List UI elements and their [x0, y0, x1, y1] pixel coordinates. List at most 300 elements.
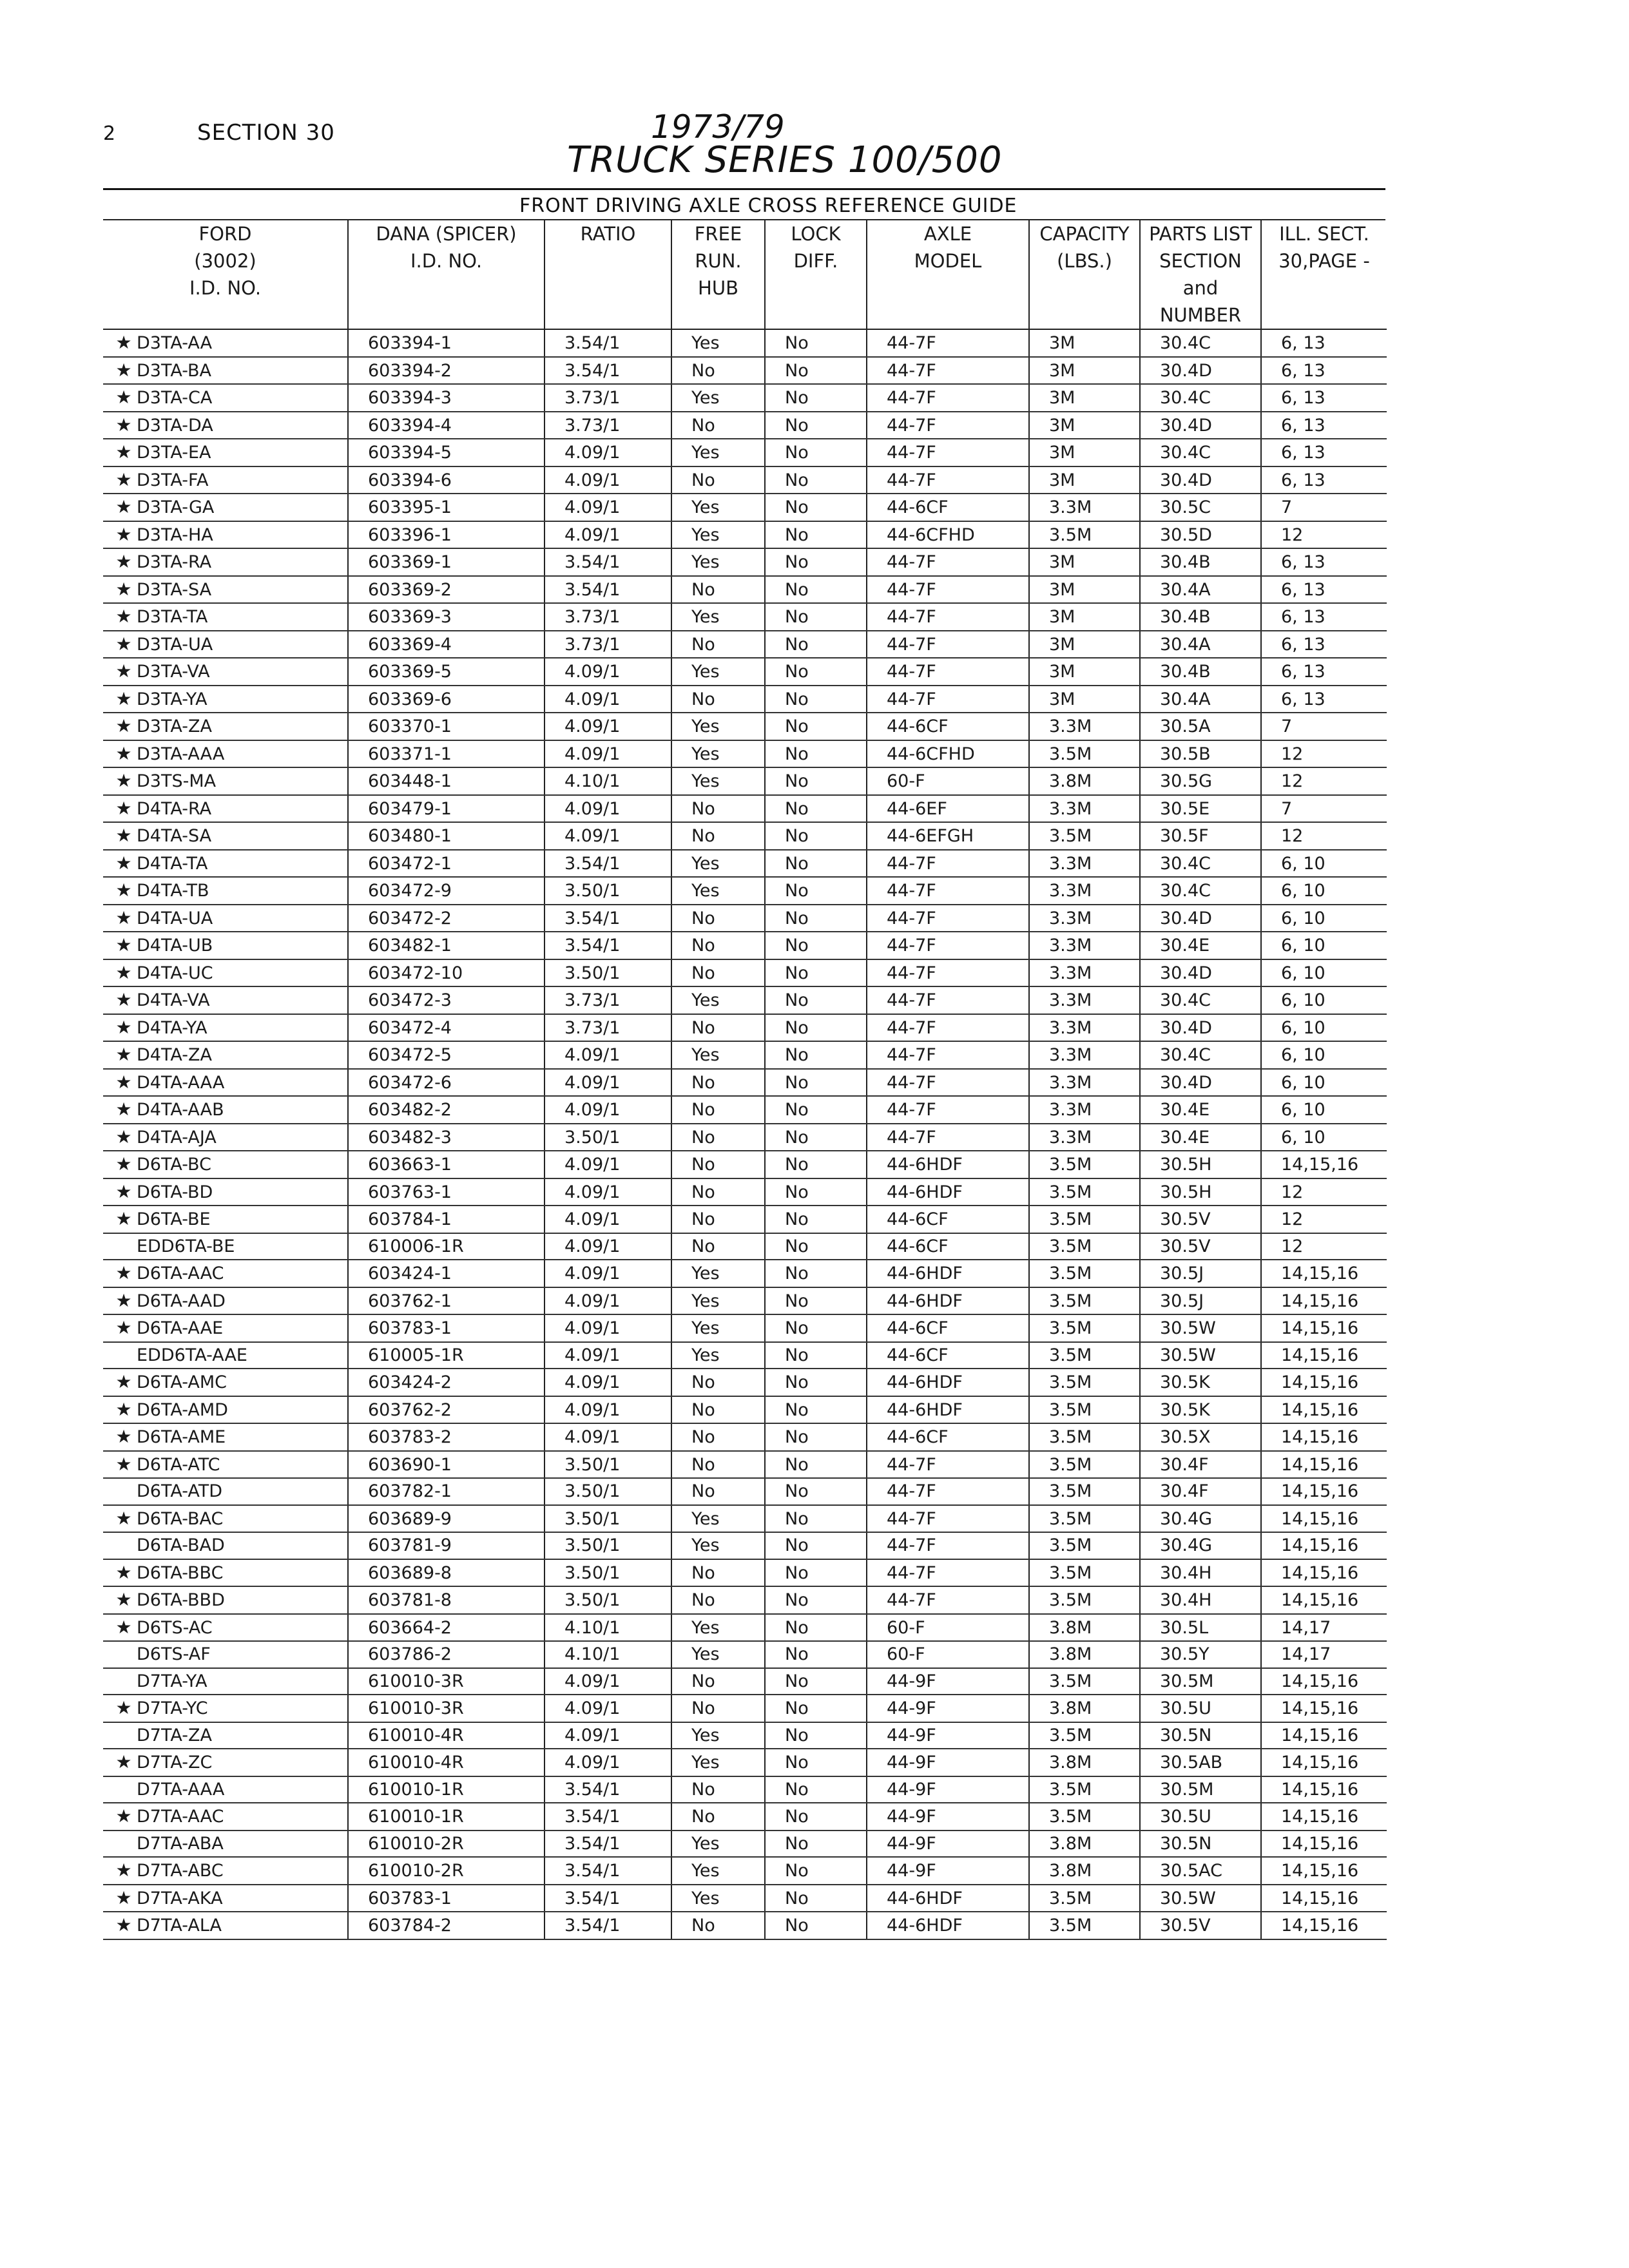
cell-ill-sect-page: 6, 10 [1261, 1096, 1387, 1124]
table-row [103, 1451, 1387, 1479]
cell-axle-model: 44-7F [867, 850, 1029, 878]
cell-parts-list-section: 30.4B [1140, 548, 1261, 576]
cell-ill-sect-page: 6, 13 [1261, 384, 1387, 412]
col-header-capacity: CAPACITY (LBS.) [1029, 220, 1140, 329]
table-row [103, 1586, 1387, 1614]
cell-parts-list-section: 30.5N [1140, 1831, 1261, 1858]
cell-ford-id [103, 959, 348, 987]
cell-dana-id: 603479-1 [348, 795, 545, 823]
truck-series-title: TRUCK SERIES 100/500 [567, 139, 1003, 181]
cell-axle-model: 44-7F [867, 686, 1029, 713]
cell-axle-model: 44-9F [867, 1776, 1029, 1803]
cell-capacity: 3.5M [1029, 1505, 1140, 1533]
star-icon: ★ [115, 879, 132, 901]
cell-ill-sect-page: 6, 13 [1261, 548, 1387, 576]
star-icon: ★ [115, 1616, 132, 1638]
cell-axle-model: 44-7F [867, 1041, 1029, 1069]
star-icon: ★ [115, 742, 132, 764]
cell-ford-id [103, 1559, 348, 1587]
cell-axle-model: 44-7F [867, 1014, 1029, 1042]
cell-free-running-hub: Yes [671, 986, 765, 1014]
cell-axle-model: 44-7F [867, 658, 1029, 686]
cell-axle-model: 44-7F [867, 877, 1029, 905]
cell-capacity: 3M [1029, 384, 1140, 412]
cell-dana-id: 603369-4 [348, 631, 545, 658]
cell-axle-model: 44-7F [867, 1069, 1029, 1097]
cell-parts-list-section: 30.5V [1140, 1912, 1261, 1939]
cell-ratio: 3.73/1 [545, 384, 671, 412]
cell-ratio: 3.50/1 [545, 1532, 671, 1559]
cell-dana-id: 603369-3 [348, 603, 545, 631]
cell-ill-sect-page: 14,17 [1261, 1614, 1387, 1642]
cell-parts-list-section: 30.5W [1140, 1885, 1261, 1912]
cell-lock-diff: No [765, 1396, 867, 1424]
cell-parts-list-section: 30.4B [1140, 658, 1261, 686]
cell-capacity: 3.5M [1029, 521, 1140, 549]
ford-id-text: D7TA-ABA [137, 1833, 224, 1854]
cell-axle-model: 44-6CF [867, 1206, 1029, 1233]
star-icon: ★ [115, 825, 132, 846]
cell-free-running-hub: No [671, 1586, 765, 1614]
cell-ratio: 4.09/1 [545, 1233, 671, 1260]
cell-ford-id [103, 686, 348, 713]
ford-id-text: D6TA-BC [137, 1155, 211, 1175]
cell-lock-diff: No [765, 795, 867, 823]
cell-ford-id [103, 1069, 348, 1097]
cell-axle-model: 44-9F [867, 1668, 1029, 1695]
cell-ill-sect-page: 6, 13 [1261, 576, 1387, 604]
cell-parts-list-section: 30.5K [1140, 1369, 1261, 1396]
cell-ford-id [103, 1151, 348, 1178]
table-row [103, 1532, 1387, 1559]
cell-ill-sect-page: 12 [1261, 822, 1387, 850]
cell-free-running-hub: Yes [671, 1857, 765, 1885]
cell-ratio: 4.09/1 [545, 686, 671, 713]
table-row [103, 767, 1387, 795]
cell-parts-list-section: 30.5M [1140, 1776, 1261, 1803]
cell-ford-id [103, 877, 348, 905]
cell-ill-sect-page: 14,15,16 [1261, 1722, 1387, 1749]
cell-ratio: 3.54/1 [545, 1885, 671, 1912]
cell-parts-list-section: 30.4A [1140, 686, 1261, 713]
ford-id-text: D3TA-TA [137, 607, 208, 627]
cell-ford-id [103, 1396, 348, 1424]
cell-ratio: 3.54/1 [545, 576, 671, 604]
cell-ill-sect-page: 14,15,16 [1261, 1478, 1387, 1505]
cell-parts-list-section: 30.5B [1140, 740, 1261, 768]
cell-ill-sect-page: 14,15,16 [1261, 1151, 1387, 1178]
cell-dana-id: 603482-1 [348, 932, 545, 959]
cell-axle-model: 44-6HDF [867, 1178, 1029, 1206]
cell-lock-diff: No [765, 1369, 867, 1396]
star-icon: ★ [115, 1453, 132, 1475]
cell-parts-list-section: 30.4C [1140, 439, 1261, 466]
cell-free-running-hub: No [671, 466, 765, 494]
table-row [103, 439, 1387, 466]
cell-lock-diff: No [765, 1314, 867, 1342]
cell-lock-diff: No [765, 466, 867, 494]
cell-dana-id: 603370-1 [348, 713, 545, 740]
star-icon: ★ [115, 1751, 132, 1773]
cell-axle-model: 44-7F [867, 1559, 1029, 1587]
cell-ill-sect-page: 7 [1261, 795, 1387, 823]
cell-lock-diff: No [765, 1641, 867, 1668]
cell-ford-id [103, 603, 348, 631]
cell-lock-diff: No [765, 1532, 867, 1559]
cell-ratio: 3.54/1 [545, 357, 671, 385]
cell-ratio: 3.54/1 [545, 1857, 671, 1885]
cell-parts-list-section: 30.4A [1140, 576, 1261, 604]
ford-id-text: D3TA-HA [137, 524, 213, 545]
cell-free-running-hub: No [671, 1803, 765, 1831]
star-icon: ★ [115, 578, 132, 600]
cell-dana-id: 603482-2 [348, 1096, 545, 1124]
cell-ratio: 3.54/1 [545, 1803, 671, 1831]
cell-capacity: 3.5M [1029, 1260, 1140, 1287]
table-row [103, 1641, 1387, 1668]
cell-free-running-hub: Yes [671, 1614, 765, 1642]
table-row [103, 1369, 1387, 1396]
cell-free-running-hub: Yes [671, 658, 765, 686]
cell-capacity: 3.5M [1029, 1776, 1140, 1803]
cell-ill-sect-page: 14,15,16 [1261, 1396, 1387, 1424]
cell-dana-id: 610005-1R [348, 1342, 545, 1369]
cell-dana-id: 610010-1R [348, 1776, 545, 1803]
cell-capacity: 3.5M [1029, 1151, 1140, 1178]
ford-id-text: D3TA-CA [137, 388, 213, 408]
cell-ratio: 3.50/1 [545, 1451, 671, 1479]
cell-ratio: 3.50/1 [545, 1586, 671, 1614]
cell-dana-id: 603784-2 [348, 1912, 545, 1939]
ford-id-text: D6TA-BBD [137, 1590, 225, 1610]
cross-reference-table [103, 220, 1387, 1940]
cell-capacity: 3.5M [1029, 1287, 1140, 1315]
cell-ford-id [103, 412, 348, 439]
cell-free-running-hub: No [671, 1069, 765, 1097]
cell-parts-list-section: 30.5J [1140, 1287, 1261, 1315]
cell-axle-model: 44-7F [867, 603, 1029, 631]
cell-ill-sect-page: 14,15,16 [1261, 1260, 1387, 1287]
cell-ratio: 3.73/1 [545, 412, 671, 439]
cell-ratio: 4.09/1 [545, 1287, 671, 1315]
table-row [103, 1776, 1387, 1803]
cell-lock-diff: No [765, 658, 867, 686]
table-header-row [103, 220, 1387, 329]
ford-id-text: D6TA-BD [137, 1182, 213, 1202]
cell-ratio: 3.54/1 [545, 1912, 671, 1939]
ford-id-text: D6TA-BAC [137, 1508, 224, 1529]
cell-free-running-hub: Yes [671, 1831, 765, 1858]
ford-id-text: D3TA-DA [137, 415, 213, 436]
cell-ford-id [103, 1124, 348, 1151]
cell-capacity: 3M [1029, 357, 1140, 385]
cell-parts-list-section: 30.4C [1140, 1041, 1261, 1069]
cell-ill-sect-page: 14,15,16 [1261, 1314, 1387, 1342]
ford-id-text: D4TA-RA [137, 798, 212, 819]
table-row [103, 548, 1387, 576]
cell-axle-model: 44-9F [867, 1749, 1029, 1776]
cell-ill-sect-page: 6, 10 [1261, 1041, 1387, 1069]
cell-parts-list-section: 30.5U [1140, 1803, 1261, 1831]
star-icon: ★ [115, 770, 132, 791]
cell-ford-id [103, 1776, 348, 1803]
cell-ford-id [103, 1668, 348, 1695]
cell-ratio: 3.54/1 [545, 329, 671, 357]
cell-parts-list-section: 30.5V [1140, 1233, 1261, 1260]
ford-id-text: D6TA-BBC [137, 1562, 224, 1583]
cell-parts-list-section: 30.4D [1140, 412, 1261, 439]
cell-free-running-hub: No [671, 1668, 765, 1695]
cell-dana-id: 603781-9 [348, 1532, 545, 1559]
cell-dana-id: 603424-1 [348, 1260, 545, 1287]
cell-ratio: 4.09/1 [545, 1668, 671, 1695]
cell-ill-sect-page: 14,15,16 [1261, 1912, 1387, 1939]
cell-lock-diff: No [765, 1831, 867, 1858]
cell-capacity: 3.5M [1029, 1369, 1140, 1396]
ford-id-text: D6TA-BAD [137, 1535, 225, 1555]
cell-capacity: 3.5M [1029, 1885, 1140, 1912]
cell-free-running-hub: No [671, 1369, 765, 1396]
star-icon: ★ [115, 468, 132, 490]
star-icon: ★ [115, 606, 132, 627]
cell-dana-id: 603664-2 [348, 1614, 545, 1642]
cell-capacity: 3.8M [1029, 1614, 1140, 1642]
cell-ill-sect-page: 6, 13 [1261, 329, 1387, 357]
cell-lock-diff: No [765, 1722, 867, 1749]
cell-ill-sect-page: 6, 13 [1261, 439, 1387, 466]
cell-ford-id [103, 1749, 348, 1776]
cell-free-running-hub: No [671, 822, 765, 850]
cell-ratio: 3.54/1 [545, 850, 671, 878]
cell-axle-model: 44-9F [867, 1803, 1029, 1831]
cell-axle-model: 44-7F [867, 959, 1029, 987]
cell-dana-id: 603472-1 [348, 850, 545, 878]
cell-ford-id [103, 1014, 348, 1042]
cell-free-running-hub: No [671, 1124, 765, 1151]
cell-parts-list-section: 30.4D [1140, 1014, 1261, 1042]
star-icon: ★ [115, 1398, 132, 1420]
star-icon: ★ [115, 1507, 132, 1529]
cell-lock-diff: No [765, 877, 867, 905]
cell-ill-sect-page: 14,17 [1261, 1641, 1387, 1668]
ford-id-text: D4TA-UC [137, 963, 213, 983]
cell-ford-id [103, 767, 348, 795]
cell-capacity: 3M [1029, 658, 1140, 686]
cell-parts-list-section: 30.5AB [1140, 1749, 1261, 1776]
cell-lock-diff: No [765, 1423, 867, 1451]
cell-ratio: 3.54/1 [545, 932, 671, 959]
cell-ratio: 4.09/1 [545, 1396, 671, 1424]
star-icon: ★ [115, 1371, 132, 1392]
cell-capacity: 3.5M [1029, 1233, 1140, 1260]
cell-ill-sect-page: 6, 13 [1261, 357, 1387, 385]
table-row [103, 521, 1387, 549]
cell-lock-diff: No [765, 1614, 867, 1642]
table-row [103, 1178, 1387, 1206]
cell-dana-id: 603448-1 [348, 767, 545, 795]
cell-ford-id [103, 1722, 348, 1749]
cell-axle-model: 44-7F [867, 357, 1029, 385]
cell-axle-model: 44-7F [867, 1478, 1029, 1505]
table-row [103, 357, 1387, 385]
cell-lock-diff: No [765, 1096, 867, 1124]
cell-ill-sect-page: 6, 13 [1261, 466, 1387, 494]
ford-id-text: D3TA-VA [137, 662, 210, 682]
cell-dana-id: 603472-4 [348, 1014, 545, 1042]
cell-dana-id: 603783-1 [348, 1314, 545, 1342]
ford-id-text: D3TA-AA [137, 333, 213, 353]
cell-axle-model: 44-7F [867, 466, 1029, 494]
cell-lock-diff: No [765, 1478, 867, 1505]
ford-id-text: D3TA-GA [137, 497, 215, 517]
cell-parts-list-section: 30.5H [1140, 1151, 1261, 1178]
cell-dana-id: 603394-4 [348, 412, 545, 439]
cell-free-running-hub: No [671, 576, 765, 604]
star-icon: ★ [115, 1697, 132, 1718]
cell-capacity: 3.3M [1029, 877, 1140, 905]
cell-ratio: 4.09/1 [545, 1069, 671, 1097]
cell-lock-diff: No [765, 1668, 867, 1695]
cell-free-running-hub: Yes [671, 1885, 765, 1912]
cell-free-running-hub: Yes [671, 1532, 765, 1559]
cell-ratio: 4.09/1 [545, 1314, 671, 1342]
table-row [103, 658, 1387, 686]
cell-free-running-hub: Yes [671, 1287, 765, 1315]
cell-free-running-hub: No [671, 1478, 765, 1505]
cell-capacity: 3.8M [1029, 1641, 1140, 1668]
ford-id-text: D6TA-AAC [137, 1264, 224, 1283]
cell-lock-diff: No [765, 1776, 867, 1803]
cell-free-running-hub: Yes [671, 1260, 765, 1287]
cell-dana-id: 603762-2 [348, 1396, 545, 1424]
cell-dana-id: 603472-9 [348, 877, 545, 905]
cell-ford-id [103, 795, 348, 823]
table-row [103, 1314, 1387, 1342]
cell-capacity: 3M [1029, 329, 1140, 357]
cell-parts-list-section: 30.4A [1140, 631, 1261, 658]
cell-ratio: 4.09/1 [545, 1096, 671, 1124]
cell-parts-list-section: 30.4C [1140, 384, 1261, 412]
cell-axle-model: 44-7F [867, 412, 1029, 439]
cell-ford-id [103, 986, 348, 1014]
star-icon: ★ [115, 715, 132, 736]
cell-axle-model: 44-7F [867, 548, 1029, 576]
cell-axle-model: 60-F [867, 1614, 1029, 1642]
star-icon: ★ [115, 523, 132, 545]
table-row [103, 631, 1387, 658]
cell-ratio: 4.09/1 [545, 658, 671, 686]
page-number: 2 [103, 122, 116, 145]
cell-parts-list-section: 30.4H [1140, 1586, 1261, 1614]
star-icon: ★ [115, 1887, 132, 1908]
cell-capacity: 3.3M [1029, 1069, 1140, 1097]
cell-parts-list-section: 30.5E [1140, 795, 1261, 823]
table-row [103, 603, 1387, 631]
cell-dana-id: 603689-8 [348, 1559, 545, 1587]
cell-dana-id: 603369-1 [348, 548, 545, 576]
col-header-ratio: RATIO [545, 220, 671, 329]
cell-dana-id: 610010-4R [348, 1749, 545, 1776]
cell-ill-sect-page: 6, 10 [1261, 1014, 1387, 1042]
ford-id-text: D4TA-TA [137, 853, 208, 874]
cell-ford-id [103, 905, 348, 932]
cell-parts-list-section: 30.4E [1140, 1124, 1261, 1151]
cell-ratio: 3.73/1 [545, 631, 671, 658]
cell-ill-sect-page: 14,15,16 [1261, 1342, 1387, 1369]
cell-ill-sect-page: 6, 10 [1261, 877, 1387, 905]
table-row [103, 1233, 1387, 1260]
ford-id-text: D6TS-AF [137, 1644, 211, 1664]
cell-parts-list-section: 30.5M [1140, 1668, 1261, 1695]
col-header-ill-sect: ILL. SECT. 30,PAGE - [1261, 220, 1387, 329]
ford-id-text: D7TA-ALA [137, 1916, 222, 1936]
cell-parts-list-section: 30.5K [1140, 1396, 1261, 1424]
cell-ratio: 3.50/1 [545, 1478, 671, 1505]
cell-dana-id: 603784-1 [348, 1206, 545, 1233]
cell-dana-id: 610006-1R [348, 1233, 545, 1260]
col-header-lock-diff: LOCK DIFF. [765, 220, 867, 329]
table-row [103, 1014, 1387, 1042]
table-row [103, 1069, 1387, 1097]
cell-ratio: 3.50/1 [545, 959, 671, 987]
table-row [103, 412, 1387, 439]
cell-dana-id: 603371-1 [348, 740, 545, 768]
cell-axle-model: 44-6CF [867, 1314, 1029, 1342]
cell-ford-id [103, 1641, 348, 1668]
ford-id-text: D3TA-YA [137, 689, 207, 709]
cell-free-running-hub: No [671, 1695, 765, 1722]
cell-lock-diff: No [765, 631, 867, 658]
cell-dana-id: 603663-1 [348, 1151, 545, 1178]
table-row [103, 1803, 1387, 1831]
cell-dana-id: 603763-1 [348, 1178, 545, 1206]
star-icon: ★ [115, 633, 132, 655]
cell-ratio: 4.09/1 [545, 1206, 671, 1233]
cell-parts-list-section: 30.5Y [1140, 1641, 1261, 1668]
cell-free-running-hub: Yes [671, 767, 765, 795]
ford-id-text: D6TA-AAE [137, 1318, 224, 1338]
cell-free-running-hub: No [671, 1151, 765, 1178]
table-title: FRONT DRIVING AXLE CROSS REFERENCE GUIDE [519, 195, 1017, 217]
cell-parts-list-section: 30.5W [1140, 1342, 1261, 1369]
cell-free-running-hub: Yes [671, 548, 765, 576]
table-row [103, 466, 1387, 494]
table-row [103, 740, 1387, 768]
cell-lock-diff: No [765, 494, 867, 521]
cell-ill-sect-page: 7 [1261, 494, 1387, 521]
star-icon: ★ [115, 1071, 132, 1093]
cell-lock-diff: No [765, 1178, 867, 1206]
cell-dana-id: 603369-5 [348, 658, 545, 686]
cell-ratio: 4.09/1 [545, 1423, 671, 1451]
ford-id-text: D4TA-TB [137, 881, 209, 901]
cell-parts-list-section: 30.4G [1140, 1532, 1261, 1559]
ford-id-text: D4TA-AJA [137, 1127, 217, 1148]
cell-lock-diff: No [765, 1912, 867, 1939]
cell-free-running-hub: No [671, 1178, 765, 1206]
table-row [103, 1478, 1387, 1505]
cell-ratio: 3.50/1 [545, 877, 671, 905]
cell-ratio: 4.10/1 [545, 767, 671, 795]
ford-id-text: D4TA-ZA [137, 1045, 212, 1065]
cell-ratio: 3.54/1 [545, 1831, 671, 1858]
cell-free-running-hub: Yes [671, 329, 765, 357]
cell-dana-id: 610010-1R [348, 1803, 545, 1831]
cell-axle-model: 44-6CF [867, 1423, 1029, 1451]
cell-ford-id [103, 1178, 348, 1206]
ford-id-text: D7TA-YC [137, 1698, 208, 1718]
cell-dana-id: 603472-5 [348, 1041, 545, 1069]
